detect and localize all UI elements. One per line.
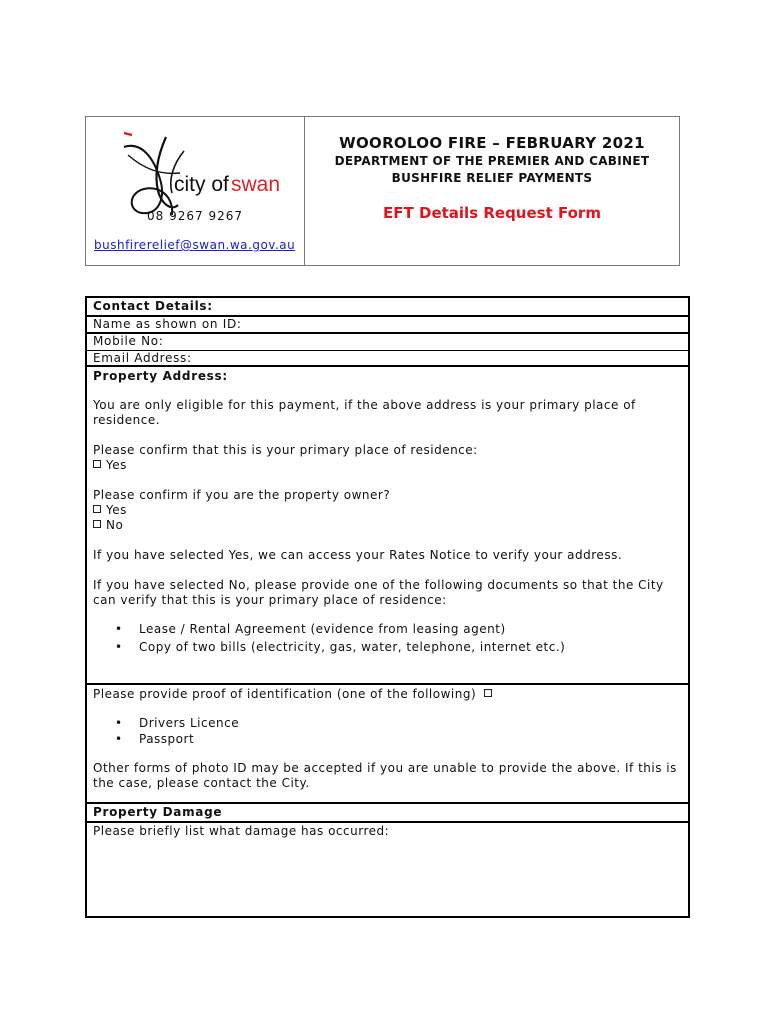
list-item: • Copy of two bills (electricity, gas, water, telephone, internet etc.) <box>139 640 682 655</box>
phone-number: 08 9267 9267 <box>147 209 243 223</box>
identification-prompt: Please provide proof of identification (one of the following) <box>93 687 682 702</box>
checkbox-icon[interactable] <box>93 505 101 513</box>
no-note: If you have selected No, please provide one of the following documents so that the City can verify that this is your primary place of residence: <box>93 578 664 607</box>
city-of-swan-logo <box>114 129 284 221</box>
email-link[interactable]: bushfirerelief@swan.wa.gov.au <box>94 238 296 252</box>
other-id-note: Other forms of photo ID may be accepted if you are unable to provide the above. If this is the case, please contact the City. <box>93 761 677 790</box>
checkbox-icon[interactable] <box>484 689 492 697</box>
list-item: • Drivers Licence <box>139 716 682 731</box>
eligibility-text: You are only eligible for this payment, if the above address is your primary place of residence. <box>93 398 636 427</box>
logo-text-city: city of <box>174 173 229 196</box>
identification-section <box>87 685 688 804</box>
title-line-3: BUSHFIRE RELIEF PAYMENTS <box>391 171 593 185</box>
mobile-field[interactable]: Mobile No: <box>87 334 688 351</box>
eft-form <box>85 296 690 918</box>
property-address-heading: Property Address: <box>93 369 228 383</box>
checkbox-icon[interactable] <box>93 460 101 468</box>
header-right-panel <box>305 117 679 265</box>
title-line-1: WOOROLOO FIRE – FEBRUARY 2021 <box>339 134 645 152</box>
name-field[interactable]: Name as shown on ID: <box>87 317 688 334</box>
header-left-panel <box>86 117 305 265</box>
list-item: • Lease / Rental Agreement (evidence from leasing agent) <box>139 622 682 637</box>
logo-text-swan: swan <box>231 173 281 196</box>
property-section <box>87 367 688 685</box>
owner-option-no[interactable]: No <box>93 518 682 533</box>
contact-details-heading: Contact Details: <box>87 298 688 317</box>
yes-note: If you have selected Yes, we can access your Rates Notice to verify your address. <box>93 548 623 562</box>
header-box <box>85 116 680 266</box>
documents-list <box>93 622 682 655</box>
email-address-field[interactable]: Email Address: <box>87 351 688 367</box>
title-line-2: DEPARTMENT OF THE PREMIER AND CABINET <box>334 154 650 168</box>
owner-option-yes[interactable]: Yes <box>93 503 682 518</box>
damage-prompt: Please briefly list what damage has occurred: <box>93 824 390 838</box>
form-title: EFT Details Request Form <box>383 204 601 222</box>
confirm-owner-question: Please confirm if you are the property owner? <box>93 488 391 502</box>
confirm-residence-question: Please confirm that this is your primary place of residence: <box>93 443 478 457</box>
checkbox-icon[interactable] <box>93 520 101 528</box>
property-damage-heading: Property Damage <box>87 804 688 823</box>
residence-option-yes[interactable]: Yes <box>93 458 682 473</box>
id-list <box>93 716 682 747</box>
damage-field[interactable] <box>87 823 688 918</box>
list-item: • Passport <box>139 732 682 747</box>
